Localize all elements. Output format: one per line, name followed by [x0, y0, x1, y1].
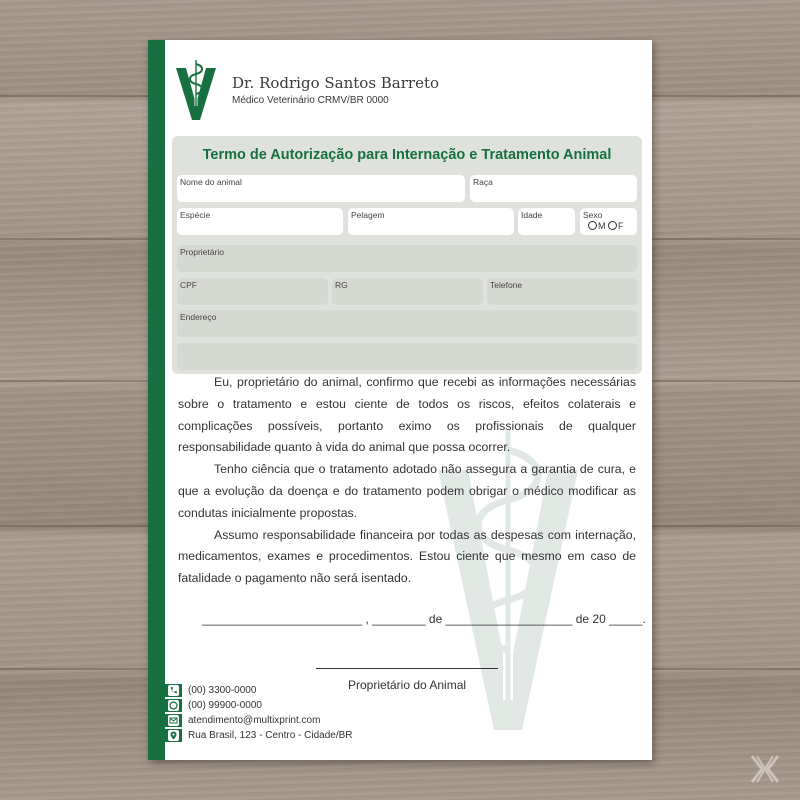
- phone-icon: [168, 685, 179, 696]
- consent-paragraph: Eu, proprietário do animal, confirmo que recebi as informações necessárias sobre o tratamento e estou ciente de todos os riscos, efeitos colaterais e complicações possíveis, portanto eximo os profissionais de qualquer responsabilidade quanto à vida do animal que possa ocorrer.: [178, 375, 636, 455]
- sex-radio-group: [588, 221, 624, 231]
- cpf-label: CPF: [180, 280, 197, 290]
- sex-f-label: F: [618, 221, 624, 231]
- animal-name-label: Nome do animal: [180, 177, 242, 187]
- species-label: Espécie: [180, 210, 211, 220]
- whatsapp-icon: [168, 700, 179, 711]
- rg-field[interactable]: [332, 278, 483, 305]
- phone-label: Telefone: [490, 280, 523, 290]
- contact-text: atendimento@multixprint.com: [188, 715, 321, 726]
- contact-text: (00) 99900-0000: [188, 700, 262, 711]
- doctor-credential: Médico Veterinário CRMV/BR 0000: [232, 95, 389, 106]
- signature-line[interactable]: [316, 668, 498, 669]
- side-stripe: [148, 40, 165, 760]
- phone-field[interactable]: [487, 278, 637, 305]
- contact-text: (00) 3300-0000: [188, 685, 257, 696]
- document-page: [148, 40, 652, 760]
- sex-m-radio[interactable]: [588, 221, 597, 230]
- age-label: Idade: [521, 210, 543, 220]
- sex-label: Sexo: [583, 210, 603, 220]
- coat-label: Pelagem: [351, 210, 385, 220]
- age-field[interactable]: [518, 208, 575, 235]
- location-pin-icon: [168, 730, 179, 741]
- signature-label: Proprietário do Animal: [347, 678, 467, 692]
- consent-paragraph: Tenho ciência que o tratamento adotado não assegura a garantia de cura, e que a evolução da doença e do tratamento podem obrigar o médico modificar as condutas inicialmente propostas.: [178, 462, 636, 520]
- consent-paragraph: Assumo responsabilidade financeira por todas as despesas com internação, medicamentos, exames e procedimentos. Estou ciente que mesmo em caso de fatalidade o pagamento não será isentado.: [178, 527, 636, 586]
- sex-field[interactable]: [580, 208, 637, 235]
- coat-field[interactable]: [348, 208, 514, 235]
- breed-label: Raça: [473, 177, 493, 187]
- contact-text: Rua Brasil, 123 - Centro - Cidade/BR: [188, 730, 353, 741]
- animal-name-field[interactable]: [177, 175, 465, 202]
- address-continuation-field[interactable]: [177, 343, 637, 370]
- address-field[interactable]: [177, 310, 637, 337]
- date-place-line[interactable]: ________________________ , ________ de ___________________ de 20 _____.: [202, 612, 646, 626]
- brand-x-logo: [748, 752, 782, 786]
- rg-label: RG: [335, 280, 348, 290]
- owner-field[interactable]: [177, 245, 637, 272]
- address-label: Endereço: [180, 312, 217, 322]
- owner-label: Proprietário: [180, 247, 224, 257]
- doctor-name: Dr. Rodrigo Santos Barreto: [232, 74, 440, 92]
- breed-field[interactable]: [470, 175, 637, 202]
- email-icon: [168, 715, 179, 726]
- sex-m-label: M: [598, 221, 606, 231]
- cpf-field[interactable]: [177, 278, 328, 305]
- sex-f-radio[interactable]: [608, 221, 617, 230]
- vet-caduceus-logo: [174, 58, 218, 122]
- form-title: Termo de Autorização para Internação e Tratamento Animal: [202, 147, 612, 163]
- species-field[interactable]: [177, 208, 343, 235]
- consent-text: [178, 372, 636, 590]
